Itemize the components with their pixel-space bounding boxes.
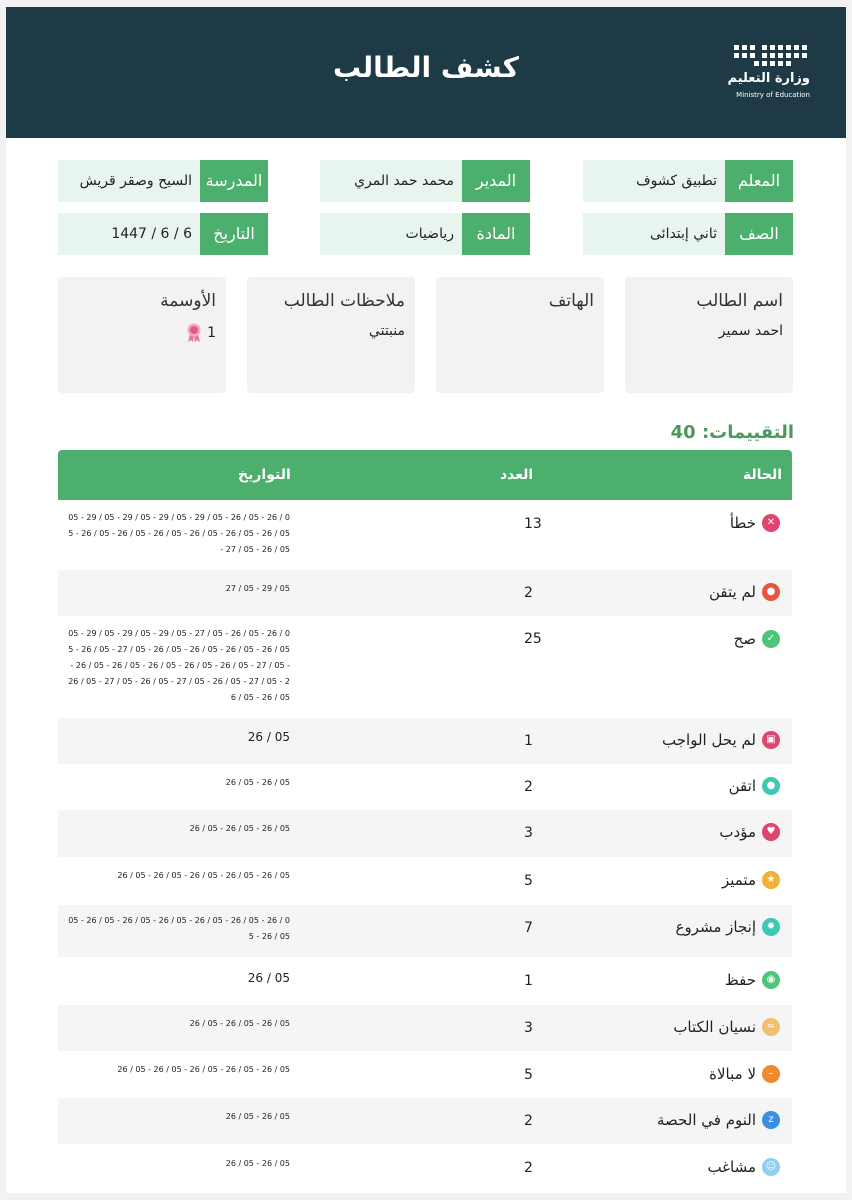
- notes-title: ملاحظات الطالب: [283, 291, 405, 311]
- table-row: [58, 718, 792, 764]
- school-label: المدرسة: [200, 160, 268, 202]
- status-label: خطأ: [729, 514, 756, 532]
- grade-label: الصف: [725, 213, 793, 255]
- sleep-icon: z: [762, 1111, 780, 1129]
- x-mark-icon: ✕: [762, 514, 780, 532]
- status-label: صح: [733, 630, 756, 648]
- book-icon: ▣: [762, 731, 780, 749]
- status-cell: [709, 583, 780, 601]
- forgot-book-icon: ≈: [762, 1018, 780, 1036]
- status-cell: [722, 871, 780, 889]
- dates-cell: 26 / 05 - 26 / 05 - 26 / 05 - 26 / 05 - 26 / 05: [117, 1065, 290, 1074]
- student-name-card: [625, 277, 793, 393]
- grade-value: ثاني إبتدائى: [650, 226, 717, 242]
- troublemaker-face-icon: ☺: [762, 1158, 780, 1176]
- principal-label: المدير: [462, 160, 530, 202]
- dates-cell: 27 / 05 - 29 / 05: [225, 584, 290, 593]
- count-cell: 5: [524, 873, 533, 889]
- subject-label: المادة: [462, 213, 530, 255]
- status-cell: [676, 918, 781, 936]
- table-row: [58, 1005, 792, 1051]
- status-label: النوم في الحصة: [657, 1111, 756, 1129]
- logo-arabic-text: وزارة التعليم: [727, 71, 810, 86]
- medals-card: [58, 277, 226, 393]
- status-label: مشاغب: [707, 1158, 756, 1176]
- subject-field: [320, 213, 530, 255]
- date-field: [58, 213, 268, 255]
- status-cell: [719, 823, 780, 841]
- neutral-face-icon: –: [762, 1065, 780, 1083]
- checkmark-icon: ✓: [762, 630, 780, 648]
- lightbulb-icon: ◉: [762, 971, 780, 989]
- student-report-page: [6, 7, 846, 1193]
- medals-count: 1: [207, 325, 216, 341]
- notes-value: منبتتي: [368, 323, 405, 339]
- table-row: [58, 1051, 792, 1098]
- medal-icon: [185, 323, 203, 343]
- student-name-title: اسم الطالب: [696, 291, 783, 311]
- school-field: [58, 160, 268, 202]
- evaluations-count: 40: [670, 422, 696, 443]
- count-cell: 2: [524, 585, 533, 601]
- table-header: [58, 450, 792, 500]
- table-row: [58, 764, 792, 810]
- count-cell: 1: [524, 733, 533, 749]
- mastered-brain-icon: ●: [762, 777, 780, 795]
- count-cell: 2: [524, 779, 533, 795]
- student-name-value: احمد سمير: [718, 323, 783, 339]
- phone-card: [436, 277, 604, 393]
- status-cell: [707, 1158, 780, 1176]
- school-value: السيح وصقر قريش: [79, 173, 192, 189]
- count-cell: 5: [524, 1067, 533, 1083]
- table-row: [58, 500, 792, 570]
- dates-cell: 26 / 05 - 26 / 05: [225, 1159, 290, 1168]
- count-cell: 25: [524, 631, 542, 647]
- status-label: متميز: [721, 871, 756, 889]
- status-label: مؤدب: [719, 823, 756, 841]
- heart-icon: ♥: [762, 823, 780, 841]
- dates-cell: 05 - 29 / 05 - 29 / 05 - 29 / 05 - 29 / 05 - 26 / 05 - 26 / 05 - 26 / 05 - 26 / 05 - 26 / 05 - 26 / 05 - 26 / 05 - 26 / 05 - 27 / 05 - 26 / 05: [68, 513, 290, 554]
- status-cell: [730, 514, 780, 532]
- status-label: نسيان الكتاب: [673, 1018, 756, 1036]
- subject-value: رياضيات: [405, 226, 454, 242]
- count-cell: 2: [524, 1113, 533, 1129]
- phone-title: الهاتف: [548, 291, 594, 311]
- principal-value: محمد حمد المري: [354, 173, 454, 189]
- brain-icon: ●: [762, 583, 780, 601]
- status-cell: [729, 777, 780, 795]
- status-label: لم يتقن: [708, 583, 756, 601]
- dates-cell: 26 / 05: [247, 730, 290, 744]
- dates-cell: 26 / 05 - 26 / 05: [225, 778, 290, 787]
- table-row: [58, 957, 792, 1005]
- dates-cell: 26 / 05 - 26 / 05 - 26 / 05: [189, 824, 290, 833]
- status-label: حفظ: [724, 971, 756, 989]
- gear-icon: ✹: [762, 918, 780, 936]
- status-cell: [709, 1065, 780, 1083]
- status-label: اتقن: [728, 777, 756, 795]
- grade-field: [583, 213, 793, 255]
- logo-english-text: Ministry of Education: [736, 91, 810, 99]
- teacher-value: تطبيق كشوف: [636, 173, 717, 189]
- dates-cell: 26 / 05: [247, 971, 290, 985]
- count-cell: 13: [524, 516, 542, 532]
- medals-value-wrap: [185, 323, 216, 343]
- dates-cell: 05 - 26 / 05 - 26 / 05 - 26 / 05 - 26 / 05 - 26 / 05 - 26 / 05 - 26 / 05: [68, 916, 290, 941]
- count-cell: 3: [524, 1020, 533, 1036]
- page-title: كشف الطالب: [333, 51, 519, 84]
- header-status: الحالة: [742, 467, 782, 483]
- table-row: [58, 905, 792, 957]
- header: [6, 7, 846, 138]
- header-count: العدد: [500, 467, 534, 483]
- header-dates: التواريخ: [238, 467, 291, 483]
- count-cell: 1: [524, 973, 533, 989]
- evaluations-label: التقييمات:: [701, 422, 794, 443]
- table-row: [58, 570, 792, 616]
- status-cell: [662, 731, 780, 749]
- count-cell: 3: [524, 825, 533, 841]
- status-cell: [734, 630, 780, 648]
- table-row: [58, 616, 792, 718]
- evaluations-title: [6, 422, 846, 443]
- date-label: التاريخ: [200, 213, 268, 255]
- date-value: 1447 / 6 / 6: [111, 226, 192, 242]
- status-cell: [673, 1018, 780, 1036]
- status-cell: [657, 1111, 780, 1129]
- status-cell: [725, 971, 780, 989]
- notes-card: [247, 277, 415, 393]
- dates-cell: 26 / 05 - 26 / 05 - 26 / 05 - 26 / 05 - 26 / 05: [117, 871, 290, 880]
- status-label: لم يحل الواجب: [662, 731, 756, 749]
- status-label: لا مبالاة: [709, 1065, 756, 1083]
- dates-cell: 26 / 05 - 26 / 05: [225, 1112, 290, 1121]
- principal-field: [320, 160, 530, 202]
- status-label: إنجاز مشروع: [675, 918, 756, 936]
- star-icon: ★: [762, 871, 780, 889]
- medals-title: الأوسمة: [160, 291, 216, 311]
- count-cell: 7: [524, 920, 533, 936]
- count-cell: 2: [524, 1160, 533, 1176]
- teacher-field: [583, 160, 793, 202]
- teacher-label: المعلم: [725, 160, 793, 202]
- table-row: [58, 1098, 792, 1144]
- dates-cell: 05 - 29 / 05 - 29 / 05 - 29 / 05 - 27 / 05 - 26 / 05 - 26 / 05 - 26 / 05 - 27 / 05 - 26 / 05 - 26 / 05 - 26 / 05 - 26 / 05 - 26 / 05 - 26 / 05 - 26 / 05 - 26 / 05 - 26 / 05 - 27 / 05 - 26 / 05 - 27 / 05 - 26 / 05 - 27 / 05 - 26 / 05 - 27 / 05 - 26 / 05 - 26 / 05: [68, 629, 290, 702]
- table-row: [58, 810, 792, 857]
- table-row: [58, 857, 792, 905]
- dates-cell: 26 / 05 - 26 / 05 - 26 / 05: [189, 1019, 290, 1028]
- table-row: [58, 1144, 792, 1190]
